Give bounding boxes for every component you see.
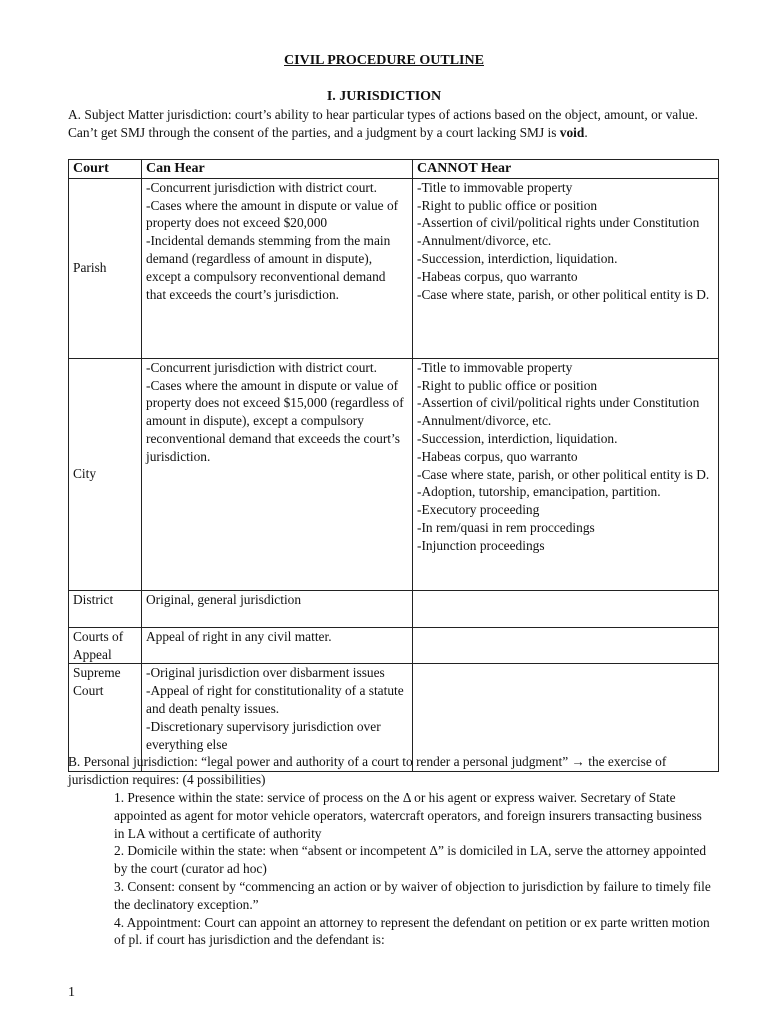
cannot-hear-cell xyxy=(413,178,719,358)
cell-line: -Title to immovable property xyxy=(417,179,573,195)
cell-line: -Injunction proceedings xyxy=(417,537,545,553)
header-can-hear: Can Hear xyxy=(142,160,413,179)
cell-line: -Case where state, parish, or other political entity is D. xyxy=(417,466,710,482)
cell-line: -Appeal of right for constitutionality of a statute and death penalty issues. xyxy=(146,683,404,716)
cell-line: Appeal of right in any civil matter. xyxy=(146,628,332,644)
cell-line: -Right to public office or position xyxy=(417,377,598,393)
cell-line: -Cases where the amount in dispute or value of property does not exceed $20,000 xyxy=(146,197,399,231)
para-a-text: A. Subject Matter jurisdiction: court’s ability to hear particular types of actions based on the object, amount, or value. Can’t get SMJ through the consent of the parties, and a judgment by a court lacking SMJ is xyxy=(68,107,698,140)
list-item: 4. Appointment: Court can appoint an attorney to represent the defendant on petition or ex parte written motion of pl. if court has jurisdiction and the defendant is: xyxy=(114,914,710,948)
para-a-suffix: . xyxy=(584,124,588,140)
court-name: Supreme Court xyxy=(69,664,142,772)
list-item: 2. Domicile within the state: when “absent or incompetent Δ” is domiciled in LA, serve the attorney appointed by the court (curator ad hoc) xyxy=(114,843,707,877)
cell-line: -Concurrent jurisdiction with district court. xyxy=(146,179,377,195)
cell-line: -Succession, interdiction, liquidation. xyxy=(417,430,618,446)
cell-line: -Original jurisdiction over disbarment issues xyxy=(146,665,385,681)
cell-line: -Adoption, tutorship, emancipation, partition. xyxy=(417,484,661,500)
cell-line: -Assertion of civil/political rights under Constitution xyxy=(417,215,700,231)
cell-line: -Cases where the amount in dispute or value of property does not exceed $15,000 (regardless of amount in dispute), except a compulsory reconventional demand that exceeds the court’s jurisdiction. xyxy=(146,377,404,464)
page-number: 1 xyxy=(68,985,75,1000)
cell-line: -Habeas corpus, quo warranto xyxy=(417,268,578,284)
para-a-bold: void xyxy=(559,124,585,140)
cell-line: -Incidental demands stemming from the main demand (regardless of amount in dispute), except a compulsory reconventional demand that exceeds the court’s jurisdiction. xyxy=(146,233,391,302)
document-title: CIVIL PROCEDURE OUTLINE xyxy=(284,53,484,68)
can-hear-cell xyxy=(142,627,413,664)
jurisdiction-table xyxy=(68,159,719,772)
header-court: Court xyxy=(69,160,142,179)
court-name: Parish xyxy=(69,178,142,358)
cell-line: Original, general jurisdiction xyxy=(146,591,302,607)
list-item: 3. Consent: consent by “commencing an action or by waiver of objection to jurisdiction by failure to timely file the declinatory exception.” xyxy=(114,878,711,912)
cell-line: -In rem/quasi in rem proccedings xyxy=(417,519,595,535)
paragraph-personal-jurisdiction: B. Personal jurisdiction: “legal power and authority of a court to render a personal judgment” → the exercise of jurisdiction requires: (4 possibilities) xyxy=(68,754,667,787)
cell-line: -Right to public office or position xyxy=(417,197,598,213)
court-name: City xyxy=(69,358,142,590)
table-row xyxy=(69,590,719,627)
cannot-hear-cell xyxy=(413,590,719,627)
cell-line: -Title to immovable property xyxy=(417,359,573,375)
table-row xyxy=(69,178,719,358)
can-hear-cell xyxy=(142,590,413,627)
cell-line: -Annulment/divorce, etc. xyxy=(417,233,552,249)
paragraph-subject-matter xyxy=(68,106,708,142)
table-header-row xyxy=(69,160,719,179)
cell-line: -Case where state, parish, or other political entity is D. xyxy=(417,286,710,302)
can-hear-cell xyxy=(142,358,413,590)
cannot-hear-cell xyxy=(413,627,719,664)
personal-jurisdiction-list xyxy=(114,789,714,949)
cell-line: -Succession, interdiction, liquidation. xyxy=(417,250,618,266)
section-heading: I. JURISDICTION xyxy=(326,89,442,104)
cell-line: -Executory proceeding xyxy=(417,502,540,518)
cell-line: -Habeas corpus, quo warranto xyxy=(417,448,578,464)
court-name: Courts of Appeal xyxy=(69,627,142,664)
can-hear-cell xyxy=(142,178,413,358)
cell-line: -Concurrent jurisdiction with district court. xyxy=(146,359,377,375)
header-cannot-hear: CANNOT Hear xyxy=(413,160,719,179)
cannot-hear-cell xyxy=(413,358,719,590)
table-row xyxy=(69,627,719,664)
cell-line: -Annulment/divorce, etc. xyxy=(417,413,552,429)
table-row xyxy=(69,358,719,590)
list-item: 1. Presence within the state: service of process on the Δ or his agent or express waiver. Secretary of State appointed as agent for motor vehicle operators, watercraft operators, and foreign insurers transacting business in LA without a certificate of authority xyxy=(114,790,702,841)
cell-line: -Discretionary supervisory jurisdiction over everything else xyxy=(146,718,381,752)
cell-line: -Assertion of civil/political rights under Constitution xyxy=(417,395,700,411)
court-name: District xyxy=(69,590,142,627)
